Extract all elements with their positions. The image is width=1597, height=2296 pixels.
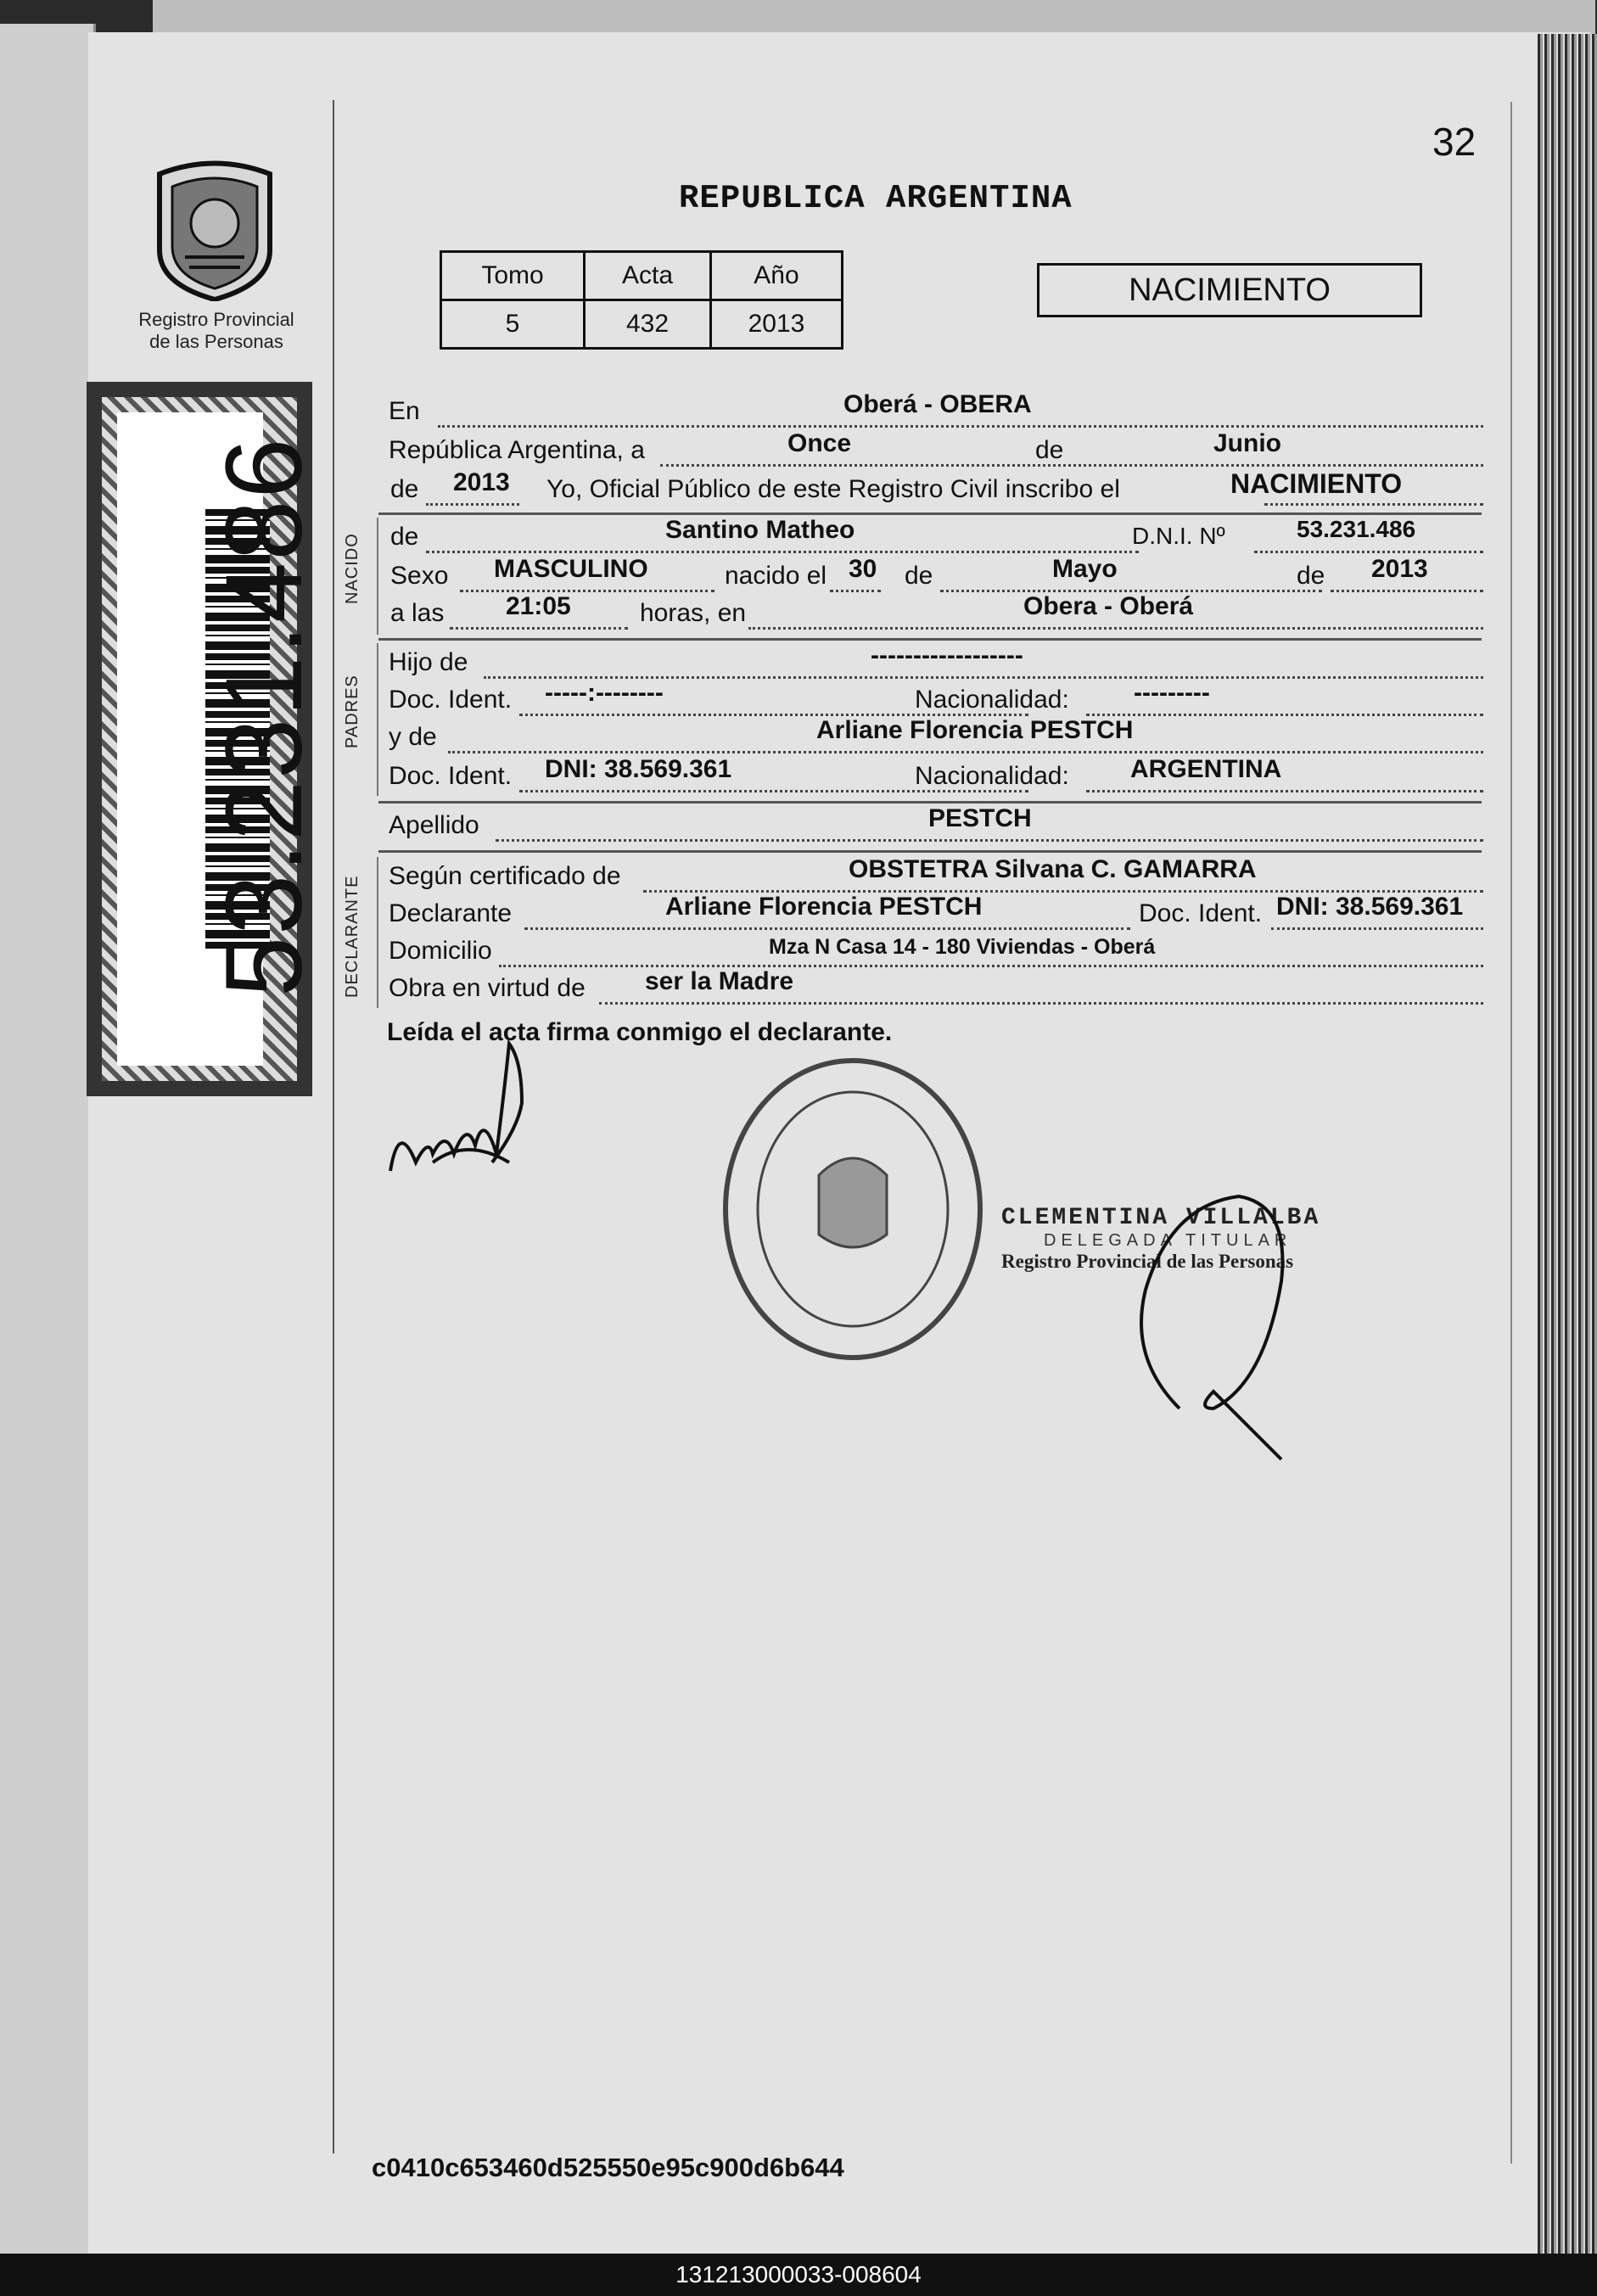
official-stamp — [717, 1039, 989, 1379]
dotted-line — [599, 1002, 1483, 1005]
certificado-label: Según certificado de — [389, 862, 621, 890]
side-label-declarante: DECLARANTE — [343, 875, 361, 998]
dotted-line — [1086, 714, 1483, 716]
separator — [378, 638, 1482, 641]
birth-day: 30 — [849, 555, 877, 583]
certificado-value: OBSTETRA Silvana C. GAMARRA — [849, 855, 1257, 883]
nombre-value: Santino Matheo — [665, 516, 855, 544]
declarante-value: Arliane Florencia PESTCH — [665, 893, 983, 921]
record-value-anio: 2013 — [711, 300, 843, 349]
nacido-label: nacido el — [725, 562, 827, 590]
official-role: DELEGADA TITULAR — [1044, 1231, 1292, 1250]
act-type-box: NACIMIENTO — [1037, 263, 1422, 317]
birth-year: 2013 — [1371, 555, 1428, 583]
row-certificado — [389, 855, 1483, 896]
page-number: 32 — [1432, 120, 1477, 164]
registry-label-line1: Registro Provincial — [138, 309, 294, 330]
record-header-anio: Año — [711, 252, 843, 300]
closing-statement: Leída el acta firma conmigo el declarante. — [387, 1018, 893, 1046]
apellido-label: Apellido — [389, 811, 479, 839]
docident-label: Doc. Ident. — [389, 686, 513, 714]
row-hora — [389, 592, 1483, 633]
dotted-line — [524, 927, 1130, 930]
record-header-tomo: Tomo — [441, 252, 585, 300]
row-sexo — [389, 555, 1483, 596]
section-line-padres — [377, 643, 378, 796]
row-nombre — [389, 516, 1483, 557]
de-label-2: de — [390, 475, 419, 503]
row-inscribo — [389, 468, 1483, 509]
row-hijo — [389, 641, 1483, 682]
apellido-value: PESTCH — [928, 804, 1032, 832]
sexo-label: Sexo — [390, 562, 449, 590]
left-margin-line — [333, 100, 334, 2153]
dni-value: 53.231.486 — [1297, 516, 1416, 542]
official-signature-icon — [1120, 1188, 1307, 1468]
declarante-label: Declarante — [389, 899, 513, 927]
row-en — [389, 390, 1483, 431]
padre-value: ------------------ — [871, 641, 1023, 669]
registry-label — [127, 309, 305, 353]
seal-icon — [143, 157, 287, 301]
side-label-nacido: NACIDO — [343, 533, 361, 604]
dotted-line — [426, 551, 1139, 553]
registry-label-line2: de las Personas — [149, 331, 283, 352]
row-madre — [389, 716, 1483, 757]
padre-doc: -----:-------- — [545, 679, 664, 707]
nacionalidad-label: Nacionalidad: — [915, 686, 1069, 714]
en-label: En — [389, 397, 420, 425]
yde-label: y de — [389, 723, 437, 751]
row-domicilio — [389, 937, 1483, 971]
record-value-row — [441, 300, 843, 349]
de-label-3: de — [905, 562, 933, 590]
document-hash: c0410c653460d525550e95c900d6b644 — [372, 2153, 844, 2182]
dotted-line — [1254, 551, 1483, 553]
dotted-line — [426, 503, 519, 506]
hora-value: 21:05 — [506, 592, 571, 620]
stamp-icon — [717, 1039, 989, 1379]
inscribo-value: NACIMIENTO — [1230, 468, 1403, 499]
year-value: 2013 — [453, 468, 510, 496]
decl-doc-label: Doc. Ident. — [1139, 899, 1263, 927]
side-label-padres: PADRES — [343, 675, 361, 748]
footer-code: 131213000033-008604 — [0, 2254, 1597, 2296]
month-value: Junio — [1213, 429, 1281, 457]
nombre-label: de — [390, 523, 419, 551]
yo-text: Yo, Oficial Público de este Registro Civil inscribo el — [546, 475, 1120, 503]
dotted-line — [830, 590, 881, 592]
dotted-line — [460, 590, 714, 592]
dotted-line — [748, 627, 1483, 630]
en-value: Oberá - OBERA — [843, 390, 1032, 418]
decl-doc-value: DNI: 38.569.361 — [1276, 893, 1464, 921]
record-value-acta: 432 — [585, 300, 711, 349]
sexo-value: MASCULINO — [494, 555, 648, 583]
nacionalidad-label-2: Nacionalidad: — [915, 762, 1069, 790]
top-page-edge — [153, 0, 1595, 36]
dotted-line — [450, 627, 628, 630]
obra-value: ser la Madre — [645, 967, 794, 995]
official-registry: Registro Provincial de las Personas — [1001, 1251, 1294, 1272]
alas-label: a las — [390, 599, 445, 627]
domicilio-value: Mza N Casa 14 - 180 Viviendas - Oberá — [769, 935, 1156, 959]
right-margin-line — [1510, 102, 1512, 2164]
lugar-value: Obera - Oberá — [1023, 592, 1194, 620]
separator — [378, 850, 1482, 853]
separator — [378, 512, 1482, 515]
dotted-line — [438, 425, 1483, 428]
dotted-line — [1271, 927, 1483, 930]
madre-doc: DNI: 38.569.361 — [545, 755, 732, 783]
left-page-edge — [0, 24, 96, 2254]
dotted-line — [448, 751, 1483, 753]
row-padre-doc — [389, 679, 1483, 720]
right-page-stack — [1538, 34, 1597, 2254]
record-header-row — [441, 252, 843, 300]
docident-label-2: Doc. Ident. — [389, 762, 513, 790]
padre-nac: --------- — [1134, 679, 1210, 707]
horas-label: horas, en — [640, 599, 747, 627]
dni-label: D.N.I. Nº — [1132, 523, 1225, 549]
madre-nac: ARGENTINA — [1130, 755, 1282, 783]
hijo-label: Hijo de — [389, 648, 468, 676]
row-declarante — [389, 893, 1483, 933]
section-line-nacido — [377, 518, 378, 635]
dotted-line — [1331, 590, 1483, 592]
province-seal — [143, 157, 287, 301]
dotted-line — [496, 839, 1483, 842]
declarant-signature-icon — [382, 1035, 569, 1188]
dotted-line — [660, 464, 1483, 467]
document-title: REPUBLICA ARGENTINA — [679, 180, 1073, 217]
dotted-line — [1086, 790, 1483, 792]
row-republica — [389, 429, 1483, 470]
record-table — [440, 250, 843, 350]
record-value-tomo: 5 — [441, 300, 585, 349]
madre-value: Arliane Florencia PESTCH — [816, 716, 1134, 744]
section-line-declarante — [377, 857, 378, 1008]
birth-month: Mayo — [1052, 555, 1118, 583]
de-label-4: de — [1297, 562, 1325, 590]
domicilio-label: Domicilio — [389, 937, 492, 965]
official-name: CLEMENTINA VILLALBA — [1001, 1205, 1321, 1231]
barcode-dni: 53.231.486 — [204, 436, 325, 997]
obra-label: Obra en virtud de — [389, 974, 586, 1002]
day-value: Once — [787, 429, 852, 457]
row-apellido — [389, 804, 1483, 845]
row-madre-doc — [389, 755, 1483, 796]
record-header-acta: Acta — [585, 252, 711, 300]
dotted-line — [1264, 503, 1483, 506]
de-label-1: de — [1035, 436, 1064, 464]
row-obra — [389, 967, 1483, 1008]
separator — [378, 801, 1482, 804]
republica-label: República Argentina, a — [389, 436, 645, 464]
